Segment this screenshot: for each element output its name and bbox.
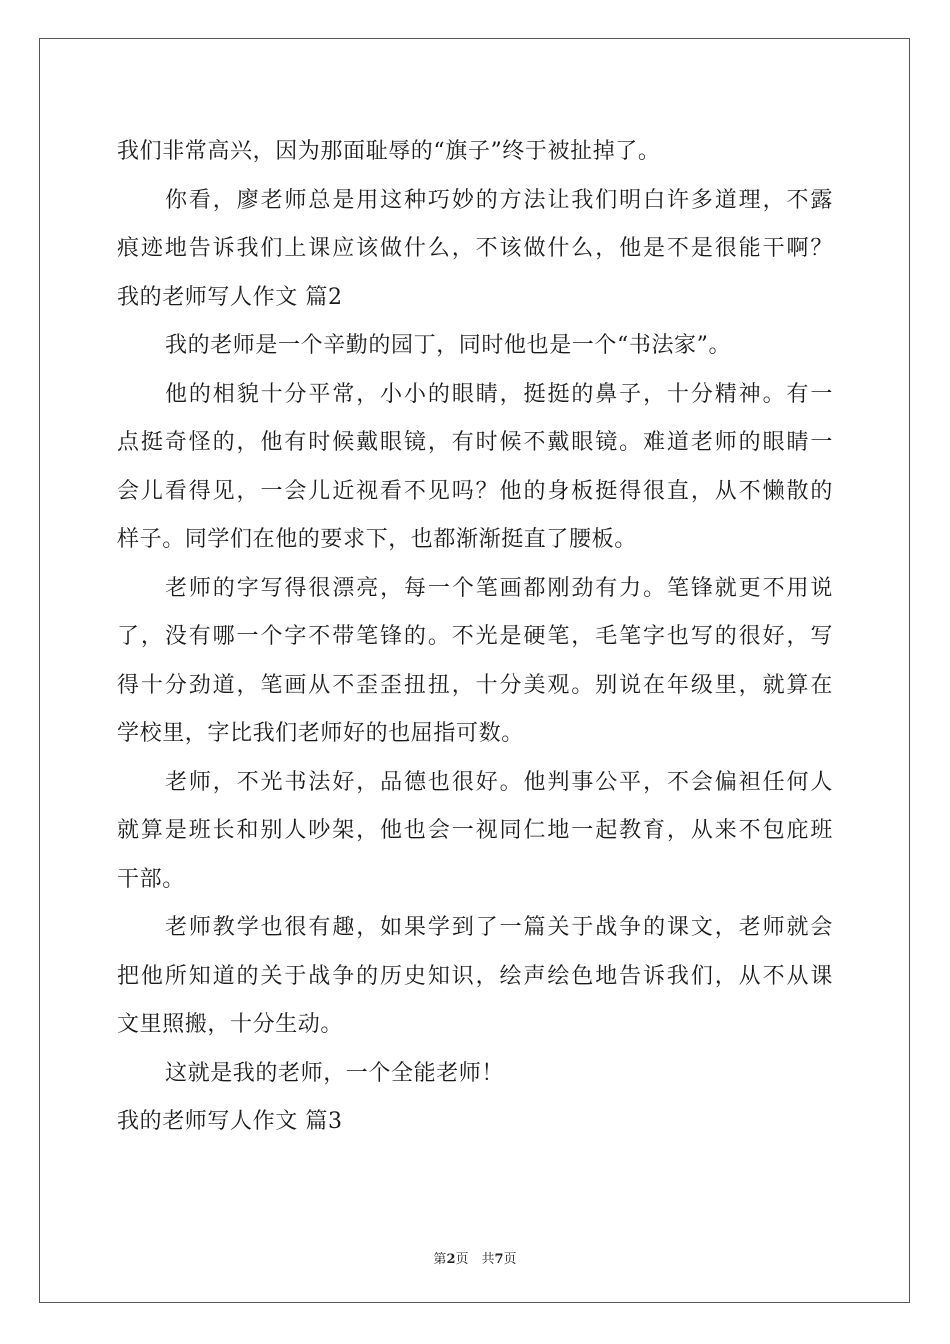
text-line: 老师，不光书法好，品德也很好。他判事公平，不会偏袒任何人 xyxy=(165,769,833,795)
section-heading: 我的老师写人作文 篇3 xyxy=(117,1109,343,1134)
text-line: 你看，廖老师总是用这种巧妙的方法让我们明白许多道理，不露 xyxy=(165,187,833,213)
text-line: 他的相貌十分平常，小小的眼睛，挺挺的鼻子，十分精神。有一 xyxy=(165,381,833,407)
text-line: 点挺奇怪的，他有时候戴眼镜，有时候不戴眼镜。难道老师的眼睛一 xyxy=(117,430,833,455)
text-line: 样子。同学们在他的要求下，也都渐渐挺直了腰板。 xyxy=(117,527,637,552)
text-line: 文里照搬，十分生动。 xyxy=(117,1012,344,1037)
text-line: 就算是班长和别人吵架，他也会一视同仁地一起教育，从来不包庇班 xyxy=(117,818,833,843)
text-line: 学校里，字比我们老师好的也屈指可数。 xyxy=(117,721,524,746)
page-suffix: 页 xyxy=(503,1252,517,1267)
section-heading: 我的老师写人作文 篇2 xyxy=(117,284,343,310)
text-line: 痕迹地告诉我们上课应该做什么，不该做什么，他是不是很能干啊？ xyxy=(117,236,833,261)
document-body xyxy=(117,128,833,1147)
text-line: 把他所知道的关于战争的历史知识，绘声绘色地告诉我们，从不从课 xyxy=(117,963,833,989)
page-mid: 页 共 xyxy=(455,1252,495,1267)
text-line: 会儿看得见，一会儿近视看不见吗？他的身板挺得很直，从不懒散的 xyxy=(117,478,833,504)
text-line: 我们非常高兴，因为那面耻辱的“旗子”终于被扯掉了。 xyxy=(117,139,661,164)
text-line: 老师的字写得很漂亮，每一个笔画都刚劲有力。笔锋就更不用说 xyxy=(165,575,833,601)
text-line: 得十分劲道，笔画从不歪歪扭扭，十分美观。别说在年级里，就算在 xyxy=(117,672,833,698)
page-current: 2 xyxy=(446,1252,456,1267)
text-line: 这就是我的老师，一个全能老师！ xyxy=(165,1060,505,1086)
text-line: 我的老师是一个辛勤的园丁，同时他也是一个“书法家”。 xyxy=(165,333,732,358)
text-line: 了，没有哪一个字不带笔锋的。不光是硬笔，毛笔字也写的很好，写 xyxy=(117,624,833,649)
text-line: 老师教学也很有趣，如果学到了一篇关于战争的课文，老师就会 xyxy=(165,915,833,940)
page-footer xyxy=(0,1248,950,1267)
text-line: 干部。 xyxy=(117,866,185,892)
page-prefix: 第 xyxy=(433,1252,447,1267)
page-total: 7 xyxy=(494,1252,504,1267)
